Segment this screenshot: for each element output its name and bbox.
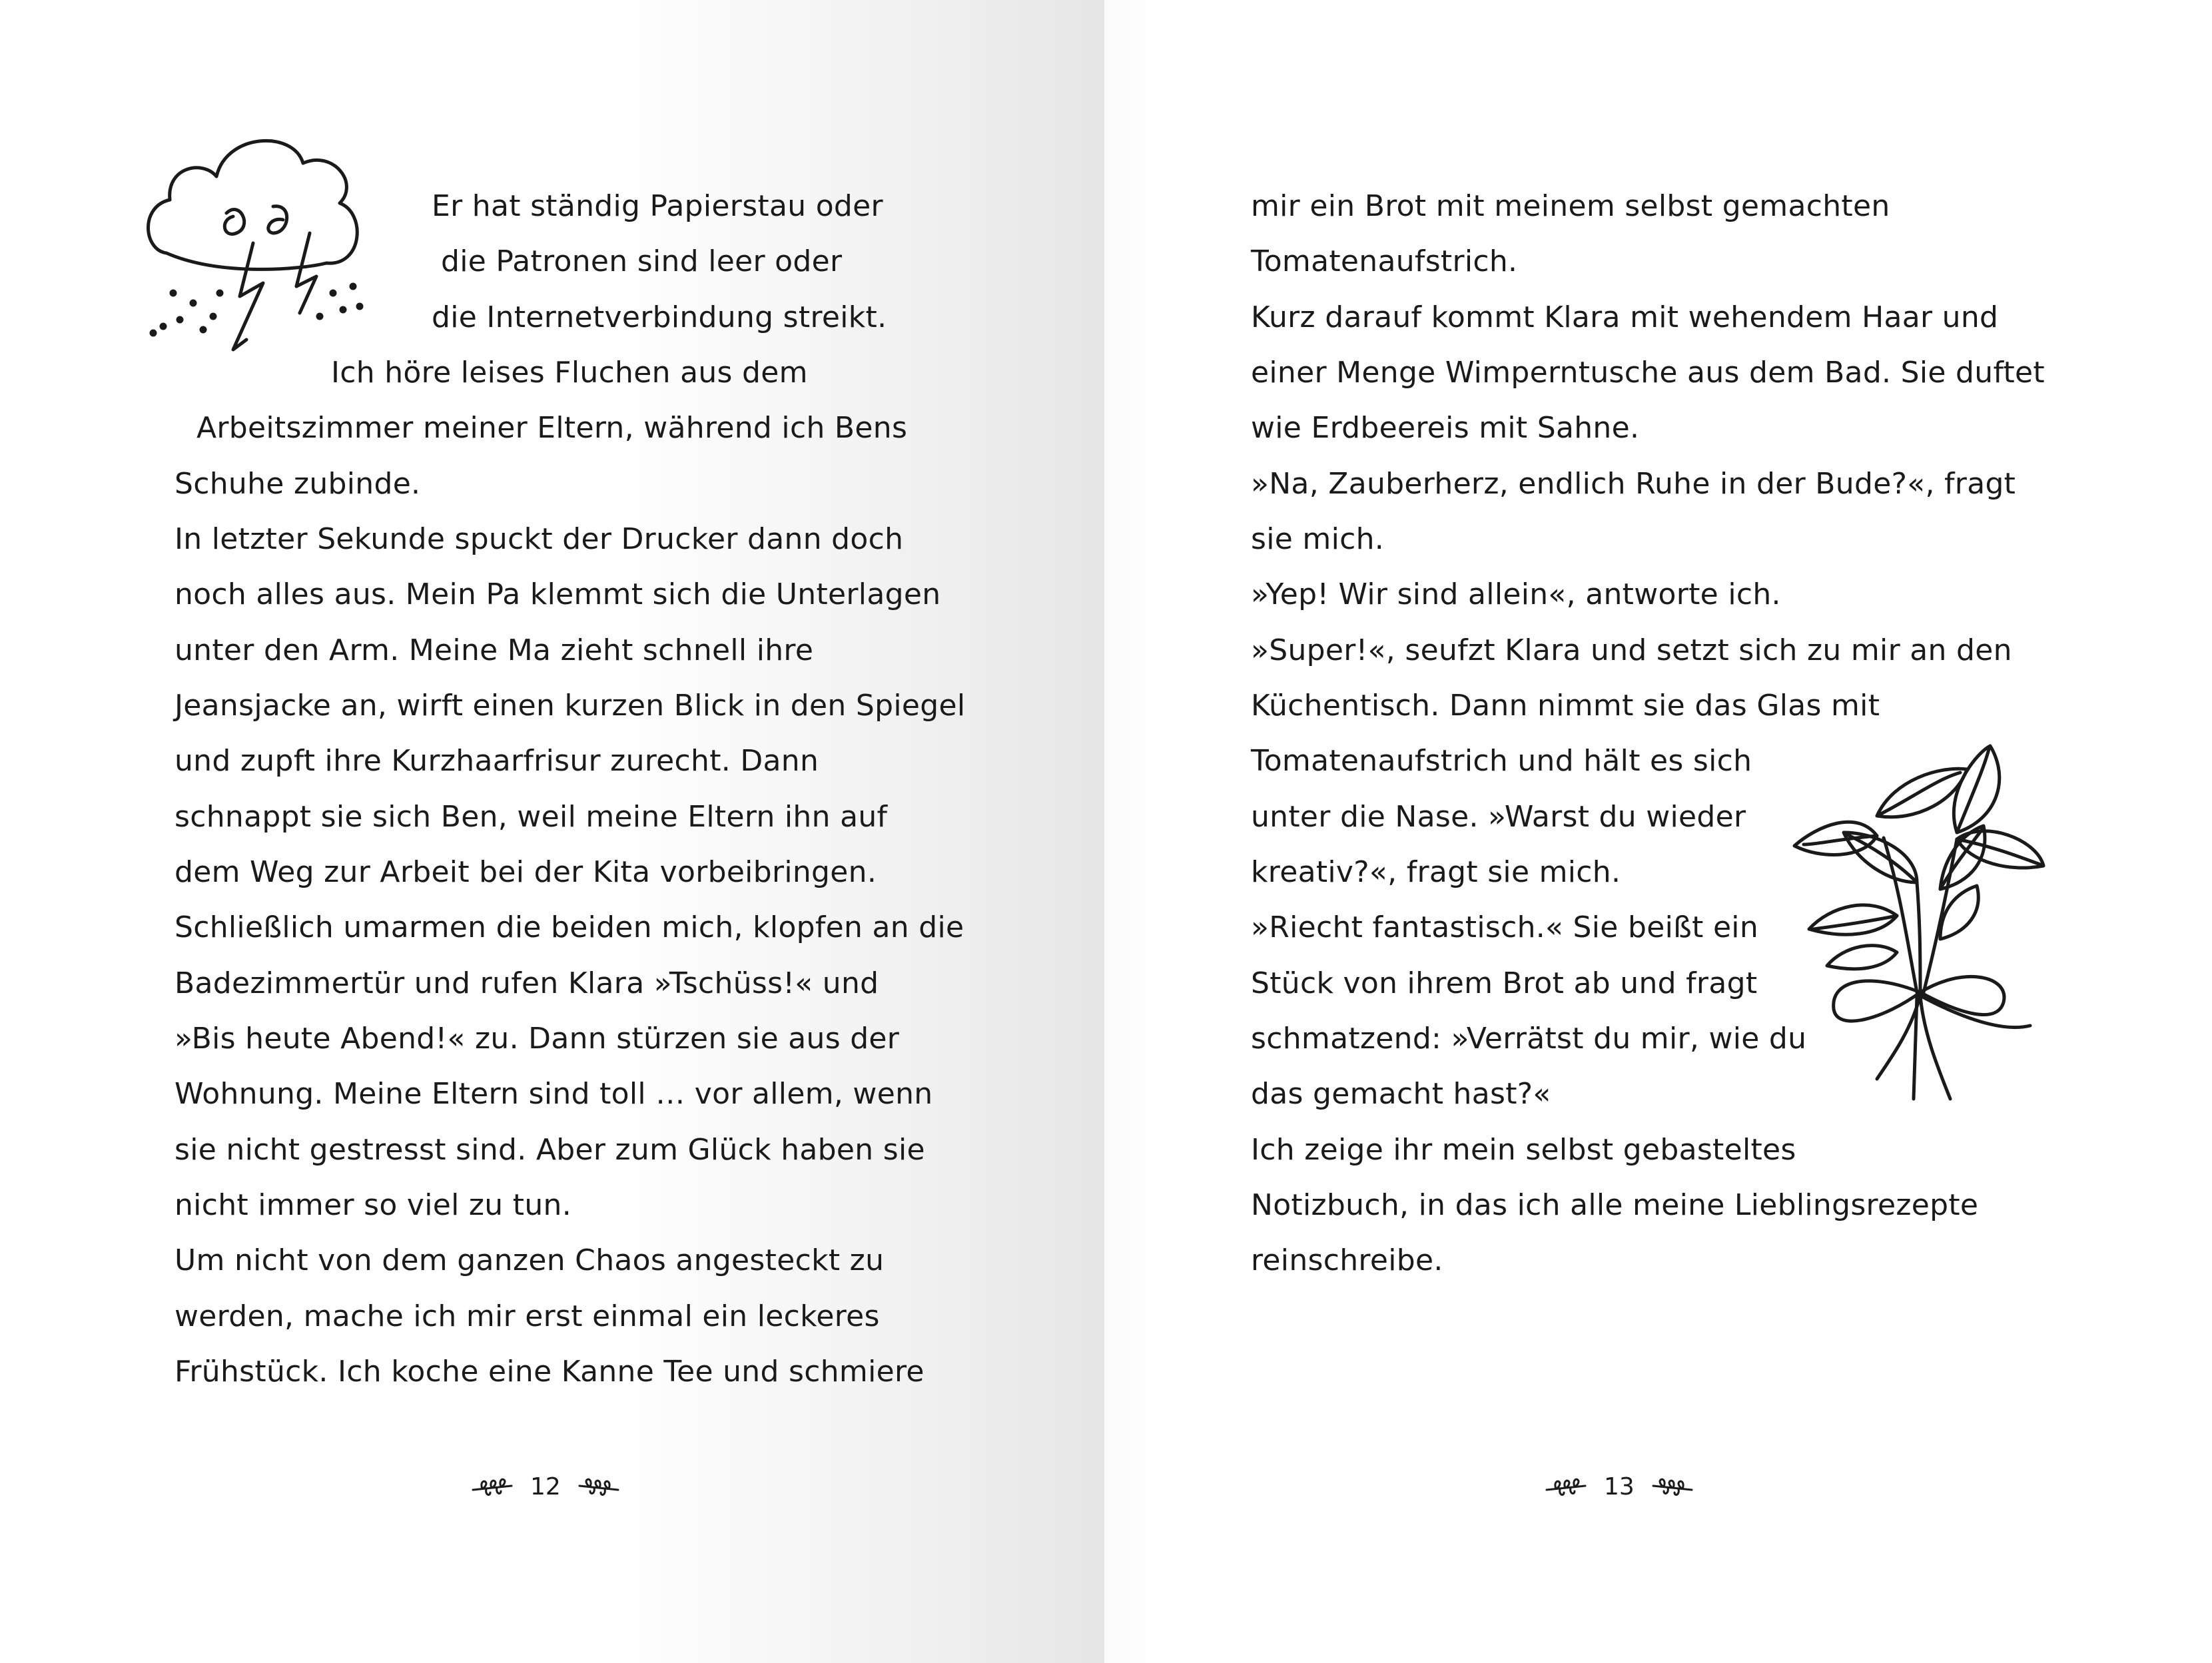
text-line: mir ein Brot mit meinem selbst gemachten (1251, 189, 1890, 223)
herb-bouquet-icon (1790, 739, 2110, 1106)
text-line: Stück von ihrem Brot ab und fragt (1251, 966, 1758, 1000)
text-line: Um nicht von dem ganzen Chaos angesteckt zu (175, 1243, 885, 1277)
text-line: Schuhe zubinde. (175, 467, 421, 501)
text-line: Badezimmertür und rufen Klara »Tschüss!« und (175, 966, 879, 1000)
text-line: schmatzend: »Verrätst du mir, wie du (1251, 1022, 1807, 1056)
text-line: Schließlich umarmen die beiden mich, klopfen an die (175, 910, 964, 944)
text-line: »Yep! Wir sind allein«, antworte ich. (1251, 577, 1781, 611)
text-line: »Na, Zauberherz, endlich Ruhe in der Bude?«, fragt (1251, 467, 2016, 501)
text-line: nicht immer so viel zu tun. (175, 1188, 571, 1222)
leaf-sprig-icon (472, 1474, 513, 1500)
text-line: Er hat ständig Papierstau oder (432, 189, 883, 223)
text-line: Wohnung. Meine Eltern sind toll … vor allem, wenn (175, 1077, 933, 1111)
leaf-sprig-icon (1652, 1474, 1693, 1500)
leaf-sprig-icon (1545, 1474, 1587, 1500)
text-line: wie Erdbeereis mit Sahne. (1251, 411, 1640, 445)
text-line: sie nicht gestresst sind. Aber zum Glück haben sie (175, 1133, 925, 1167)
text-line: werden, mache ich mir erst einmal ein leckeres (175, 1299, 880, 1333)
page-number-ornament (472, 1464, 619, 1510)
text-line: reinschreibe. (1251, 1243, 1443, 1277)
text-line: In letzter Sekunde spuckt der Drucker dann doch (175, 522, 904, 556)
text-line: einer Menge Wimperntusche aus dem Bad. Sie duftet (1251, 356, 2045, 390)
left-page (0, 0, 1104, 1663)
text-line: Ich zeige ihr mein selbst gebasteltes (1251, 1133, 1796, 1167)
text-line: das gemacht hast?« (1251, 1077, 1551, 1111)
text-line: »Super!«, seufzt Klara und setzt sich zu mir an den (1251, 633, 2012, 667)
text-line: Ich höre leises Fluchen aus dem (331, 356, 808, 390)
text-line: dem Weg zur Arbeit bei der Kita vorbeibringen. (175, 855, 877, 889)
text-line: Küchentisch. Dann nimmt sie das Glas mit (1251, 689, 1880, 723)
text-line: »Riecht fantastisch.« Sie beißt ein (1251, 910, 1759, 944)
leaf-sprig-icon (578, 1474, 619, 1500)
page-number: 12 (530, 1473, 561, 1500)
text-line: schnappt sie sich Ben, weil meine Eltern ihn auf (175, 800, 888, 834)
text-line: kreativ?«, fragt sie mich. (1251, 855, 1621, 889)
text-line: noch alles aus. Mein Pa klemmt sich die Unterlagen (175, 577, 941, 611)
text-line: Tomatenaufstrich. (1251, 244, 1518, 278)
text-line: Notizbuch, in das ich alle meine Lieblingsrezepte (1251, 1188, 1979, 1222)
storm-cloud-icon (140, 127, 400, 360)
text-line: Tomatenaufstrich und hält es sich (1251, 744, 1752, 778)
right-page (1104, 0, 2212, 1663)
text-line: unter den Arm. Meine Ma zieht schnell ihre (175, 633, 814, 667)
text-line: die Internetverbindung streikt. (432, 300, 887, 334)
text-line: die Patronen sind leer oder (441, 244, 843, 278)
text-line: Arbeitszimmer meiner Eltern, während ich Bens (196, 411, 908, 445)
text-line: Kurz darauf kommt Klara mit wehendem Haar und (1251, 300, 1999, 334)
text-line: Jeansjacke an, wirft einen kurzen Blick in den Spiegel (175, 689, 966, 723)
text-line: sie mich. (1251, 522, 1385, 556)
text-line: Frühstück. Ich koche eine Kanne Tee und schmiere (175, 1355, 924, 1389)
text-line: und zupft ihre Kurzhaarfrisur zurecht. Dann (175, 744, 819, 778)
text-line: »Bis heute Abend!« zu. Dann stürzen sie aus der (175, 1022, 900, 1056)
page-number: 13 (1604, 1473, 1635, 1500)
page-number-ornament (1545, 1464, 1693, 1510)
text-line: unter die Nase. »Warst du wieder (1251, 800, 1746, 834)
